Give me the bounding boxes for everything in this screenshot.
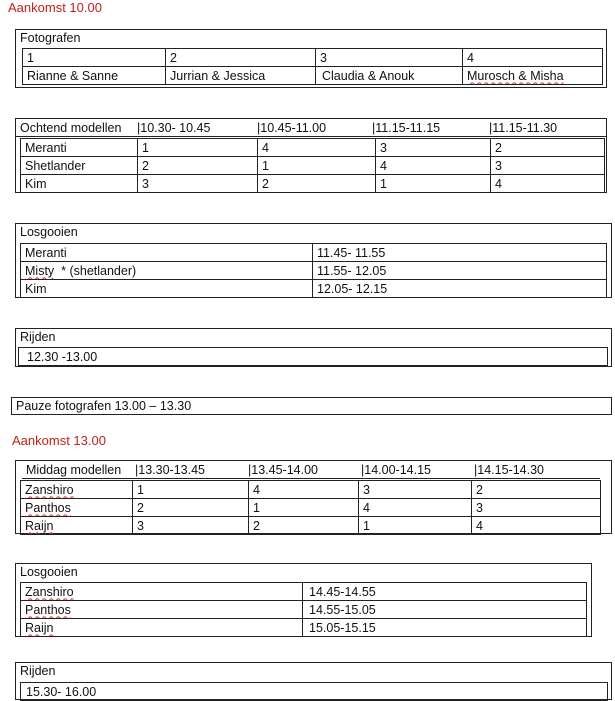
table-cell: 1 — [138, 139, 258, 157]
table-cell-text: Panthos — [25, 500, 71, 515]
riding-afternoon-section — [15, 662, 612, 700]
table-row — [21, 481, 601, 499]
table-cell: 15.05-15.15 — [303, 619, 587, 637]
table-cell: 1 — [249, 499, 359, 517]
table-cell: 2 — [138, 157, 258, 175]
arrival-morning-heading: Aankomst 10.00 — [8, 0, 102, 15]
riding-afternoon-table — [20, 682, 608, 701]
table-cell: 3 — [359, 481, 472, 499]
table-cell-text: Zanshiro — [25, 482, 74, 497]
table-cell-text: Murosch & Misha — [467, 68, 564, 83]
table-cell-text: Raijn — [25, 620, 54, 635]
table-cell — [21, 499, 133, 517]
table-cell — [21, 517, 133, 535]
table-cell: Meranti — [21, 244, 313, 262]
table-row — [21, 244, 607, 262]
table-cell-text: Raijn — [25, 518, 54, 533]
table-cell: 4 — [463, 49, 603, 67]
table-row — [23, 49, 603, 67]
table-cell: Meranti — [21, 139, 138, 157]
morning-models-section — [15, 118, 607, 193]
morning-models-header — [16, 119, 606, 137]
table-cell: 2 — [491, 139, 605, 157]
table-cell — [21, 262, 313, 280]
table-cell: 3 — [491, 157, 605, 175]
afternoon-models-title: Middag modellen — [22, 461, 134, 479]
table-cell: 2 — [472, 481, 601, 499]
table-row — [21, 601, 587, 619]
table-cell: 3 — [472, 499, 601, 517]
table-header-cell: |13.30-13.45 — [134, 461, 247, 479]
table-cell: Rianne & Sanne — [23, 67, 166, 85]
table-cell: 4 — [359, 499, 472, 517]
photographers-title: Fotografen — [20, 31, 81, 45]
table-cell: 4 — [249, 481, 359, 499]
losgooien-morning-table — [20, 243, 607, 298]
table-header-cell: |10.45-11.00 — [256, 119, 371, 137]
table-row — [19, 348, 608, 366]
table-cell: 1 — [23, 49, 166, 67]
table-cell: 3 — [376, 139, 491, 157]
table-cell: 4 — [472, 517, 601, 535]
arrival-afternoon-heading: Aankomst 13.00 — [12, 433, 106, 448]
table-cell: 4 — [258, 139, 376, 157]
table-row — [21, 262, 607, 280]
table-header-row — [22, 461, 600, 479]
table-cell: 3 — [316, 49, 463, 67]
table-cell: 14.45-14.55 — [303, 583, 587, 601]
losgooien-morning-section — [15, 223, 612, 298]
table-cell: Kim — [21, 280, 313, 298]
table-row — [21, 280, 607, 298]
table-cell: 2 — [166, 49, 316, 67]
afternoon-models-header — [22, 461, 600, 479]
riding-morning-table — [18, 347, 608, 366]
pause-text: Pauze fotografen 13.00 – 13.30 — [16, 399, 192, 413]
riding-morning-section — [15, 328, 612, 367]
table-cell: Shetlander — [21, 157, 138, 175]
table-cell-text: Zanshiro — [25, 584, 74, 599]
table-row — [21, 619, 587, 637]
table-cell: 1 — [133, 481, 249, 499]
table-cell: 1 — [359, 517, 472, 535]
table-cell: 11.55- 12.05 — [313, 262, 607, 280]
table-cell: 3 — [133, 517, 249, 535]
table-cell: Jurrian & Jessica — [166, 67, 316, 85]
morning-models-table — [20, 138, 605, 193]
table-row — [21, 175, 605, 193]
photographers-table — [22, 48, 603, 85]
table-header-cell: |14.00-14.15 — [360, 461, 473, 479]
photographers-section — [15, 29, 607, 88]
table-cell — [21, 619, 303, 637]
table-cell: 4 — [376, 157, 491, 175]
table-header-cell: |10.30- 10.45 — [136, 119, 256, 137]
table-cell: 2 — [133, 499, 249, 517]
table-row — [21, 583, 587, 601]
table-cell — [463, 67, 603, 85]
table-row — [21, 157, 605, 175]
pause-section — [11, 397, 612, 415]
table-row — [21, 683, 608, 701]
table-cell: 12.30 -13.00 — [19, 348, 608, 366]
table-header-cell: |11.15-11.15 — [371, 119, 488, 137]
table-header-cell: |11.15-11.30 — [488, 119, 606, 137]
riding-afternoon-title: Rijden — [20, 664, 56, 678]
morning-models-title: Ochtend modellen — [16, 119, 136, 137]
table-cell: 2 — [258, 175, 376, 193]
table-header-cell: |13.45-14.00 — [247, 461, 360, 479]
table-row — [23, 67, 603, 85]
table-cell: 1 — [376, 175, 491, 193]
table-row — [21, 517, 601, 535]
losgooien-afternoon-table — [20, 582, 587, 637]
table-cell-text: Panthos — [25, 602, 71, 617]
table-cell — [21, 601, 303, 619]
table-cell: 4 — [491, 175, 605, 193]
table-header-cell: |14.15-14.30 — [473, 461, 600, 479]
table-cell — [21, 583, 303, 601]
afternoon-models-section — [15, 460, 612, 534]
table-cell: 12.05- 12.15 — [313, 280, 607, 298]
table-cell: 2 — [249, 517, 359, 535]
losgooien-afternoon-title: Losgooien — [20, 565, 78, 579]
table-row — [21, 499, 601, 517]
losgooien-morning-title: Losgooien — [20, 225, 78, 239]
riding-morning-title: Rijden — [20, 330, 56, 344]
table-cell-text: * (shetlander) — [54, 263, 137, 278]
table-cell: 3 — [138, 175, 258, 193]
table-cell: 15.30- 16.00 — [21, 683, 608, 701]
table-cell: Claudia & Anouk — [316, 67, 463, 85]
table-cell: 1 — [258, 157, 376, 175]
table-cell: 11.45- 11.55 — [313, 244, 607, 262]
table-cell: 14.55-15.05 — [303, 601, 587, 619]
table-row — [21, 139, 605, 157]
afternoon-models-table — [20, 480, 601, 535]
table-cell: Kim — [21, 175, 138, 193]
table-cell-text: Misty — [25, 263, 55, 278]
table-header-row — [16, 119, 606, 137]
losgooien-afternoon-section — [15, 563, 592, 637]
table-cell — [21, 481, 133, 499]
